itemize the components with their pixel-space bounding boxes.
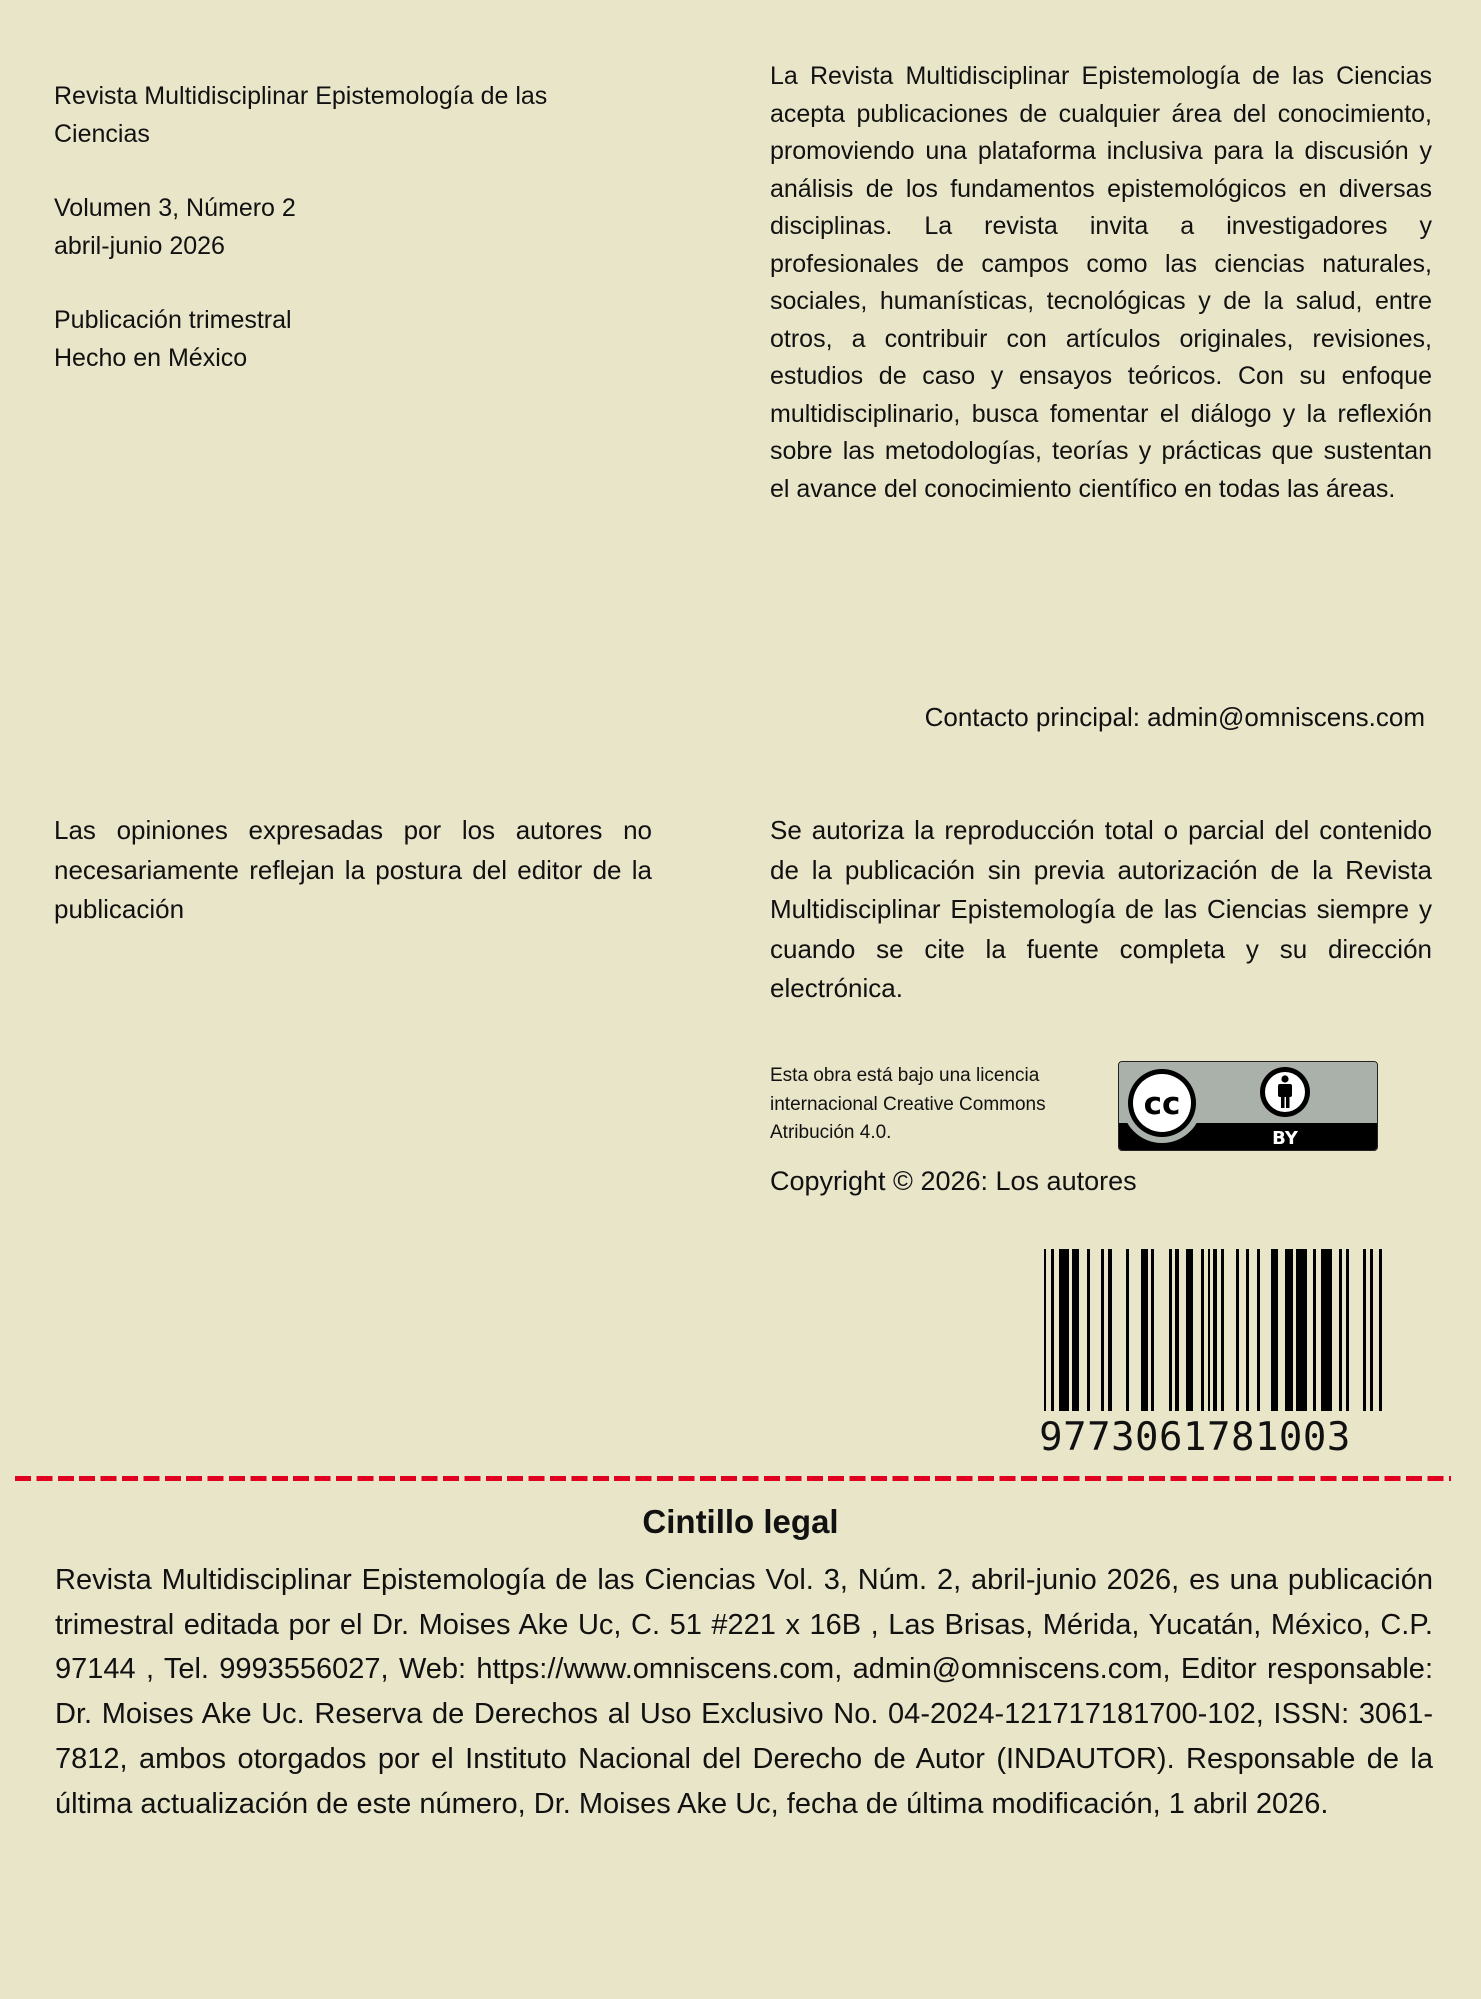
svg-text:cc: cc bbox=[1143, 1086, 1181, 1122]
barcode-bar bbox=[1213, 1249, 1217, 1411]
barcode-bar bbox=[1221, 1249, 1224, 1411]
cc-by-license-badge[interactable] bbox=[1118, 1061, 1378, 1151]
attribution-person-icon bbox=[1260, 1067, 1310, 1117]
barcode-bar bbox=[1296, 1249, 1307, 1411]
barcode-bar bbox=[1087, 1249, 1090, 1411]
reproduction-authorization: Se autoriza la reproducción total o parcial del contenido de la publicación sin previa autorización de la Revista Multidisciplinar Epistemología de las Ciencias siempre y cuando se cite la fuente completa y su dirección electrónica. bbox=[770, 815, 1432, 1003]
barcode-bar bbox=[1379, 1249, 1382, 1411]
barcode-bar bbox=[1246, 1249, 1249, 1411]
barcode-bar bbox=[1208, 1249, 1210, 1411]
barcode-bar bbox=[1186, 1249, 1193, 1411]
cc-by-badge-graphic bbox=[1119, 1062, 1377, 1150]
barcode-bar bbox=[1313, 1249, 1316, 1411]
barcode-bar bbox=[1126, 1249, 1129, 1411]
license-line-2: internacional Creative Commons bbox=[770, 1093, 1046, 1115]
barcode-bar bbox=[1108, 1249, 1112, 1411]
contact-line[interactable]: Contacto principal: admin@omniscens.com bbox=[924, 702, 1425, 732]
barcode-bar bbox=[1339, 1249, 1342, 1411]
origin: Hecho en México bbox=[54, 343, 248, 372]
spacer bbox=[54, 153, 654, 190]
barcode-bar bbox=[1051, 1249, 1054, 1411]
barcode-bar bbox=[1201, 1249, 1204, 1411]
journal-description: La Revista Multidisciplinar Epistemología de las Ciencias acepta publicaciones de cualquier área del conocimiento, promoviendo una plataforma inclusiva para la discusión y análisis de los fundamentos epistemológicos en diversas disciplinas. La revista invita a investigadores y profesionales de campos como las ciencias naturales, sociales, humanísticas, tecnológicas y de la salud, entre otros, a contribuir con artículos originales, revisiones, estudios de caso y ensayos teóricos. Con su enfoque multidisciplinario, busca fomentar el diálogo y la reflexión sobre las metodologías, teorías y prácticas que sustentan el avance del conocimiento científico en todas las áreas. bbox=[770, 62, 1432, 503]
barcode-bar bbox=[1151, 1249, 1154, 1411]
license-notice bbox=[770, 1062, 1100, 1148]
barcode-bar bbox=[1169, 1249, 1172, 1411]
barcode-bar bbox=[1141, 1249, 1148, 1411]
frequency: Publicación trimestral bbox=[54, 306, 292, 334]
license-line-3: Atribución 4.0. bbox=[770, 1122, 892, 1143]
barcode-bar bbox=[1363, 1249, 1366, 1411]
barcode-bar bbox=[1346, 1249, 1349, 1411]
license-line-1: Esta obra está bajo una licencia bbox=[770, 1065, 1040, 1086]
section-divider bbox=[15, 1476, 1451, 1481]
legal-notice-text: Revista Multidisciplinar Epistemología de las Ciencias Vol. 3, Núm. 2, abril-junio 2026, es una publicación trimestral editada por el Dr. Moises Ake Uc, C. 51 #221 x 16B , Las Brisas, Mérida, Yucatán, México, C.P. 97144 , Tel. 9993556027, Web: https://www.omniscens.com, admin@omniscens.com, Editor responsable: Dr. Moises Ake Uc. Reserva de Derechos al Uso Exclusivo No. 04-2024-121717181700-102, ISSN: 3061-7812, ambos otorgados por el Instituto Nacional del Derecho de Autor (INDAUTOR). Responsable de la última actualización de este número, Dr. Moises Ake Uc, fecha de última modificación, 1 abril 2026. bbox=[55, 1564, 1433, 1820]
barcode-bar bbox=[1044, 1249, 1046, 1411]
spacer bbox=[54, 265, 654, 302]
barcode-bar bbox=[1285, 1249, 1293, 1411]
barcode-bar bbox=[1059, 1249, 1069, 1411]
barcode-bar bbox=[1072, 1249, 1079, 1411]
by-label: BY bbox=[1272, 1128, 1298, 1149]
opinion-disclaimer: Las opiniones expresadas por los autores no necesariamente reflejan la postura del editor de la publicación bbox=[54, 815, 652, 924]
barcode-bar bbox=[1271, 1249, 1278, 1411]
barcode-bar bbox=[1101, 1249, 1104, 1411]
barcode-bar bbox=[1321, 1249, 1332, 1411]
period: abril-junio 2026 bbox=[54, 231, 225, 260]
cc-logo-icon bbox=[1144, 1086, 1181, 1122]
barcode-number: 9773061781003 bbox=[1039, 1415, 1351, 1460]
volume-issue: Volumen 3, Número 2 bbox=[54, 194, 296, 222]
barcode-bar bbox=[1257, 1249, 1260, 1411]
masthead bbox=[54, 78, 654, 377]
copyright-notice: Copyright © 2026: Los autores bbox=[770, 1166, 1137, 1196]
barcode-bar bbox=[1175, 1249, 1179, 1411]
legal-section-title: Cintillo legal bbox=[642, 1503, 839, 1540]
barcode-bar bbox=[1236, 1249, 1239, 1411]
journal-title: Revista Multidisciplinar Epistemología de las Ciencias bbox=[54, 82, 548, 148]
barcode-bar bbox=[1370, 1249, 1373, 1411]
